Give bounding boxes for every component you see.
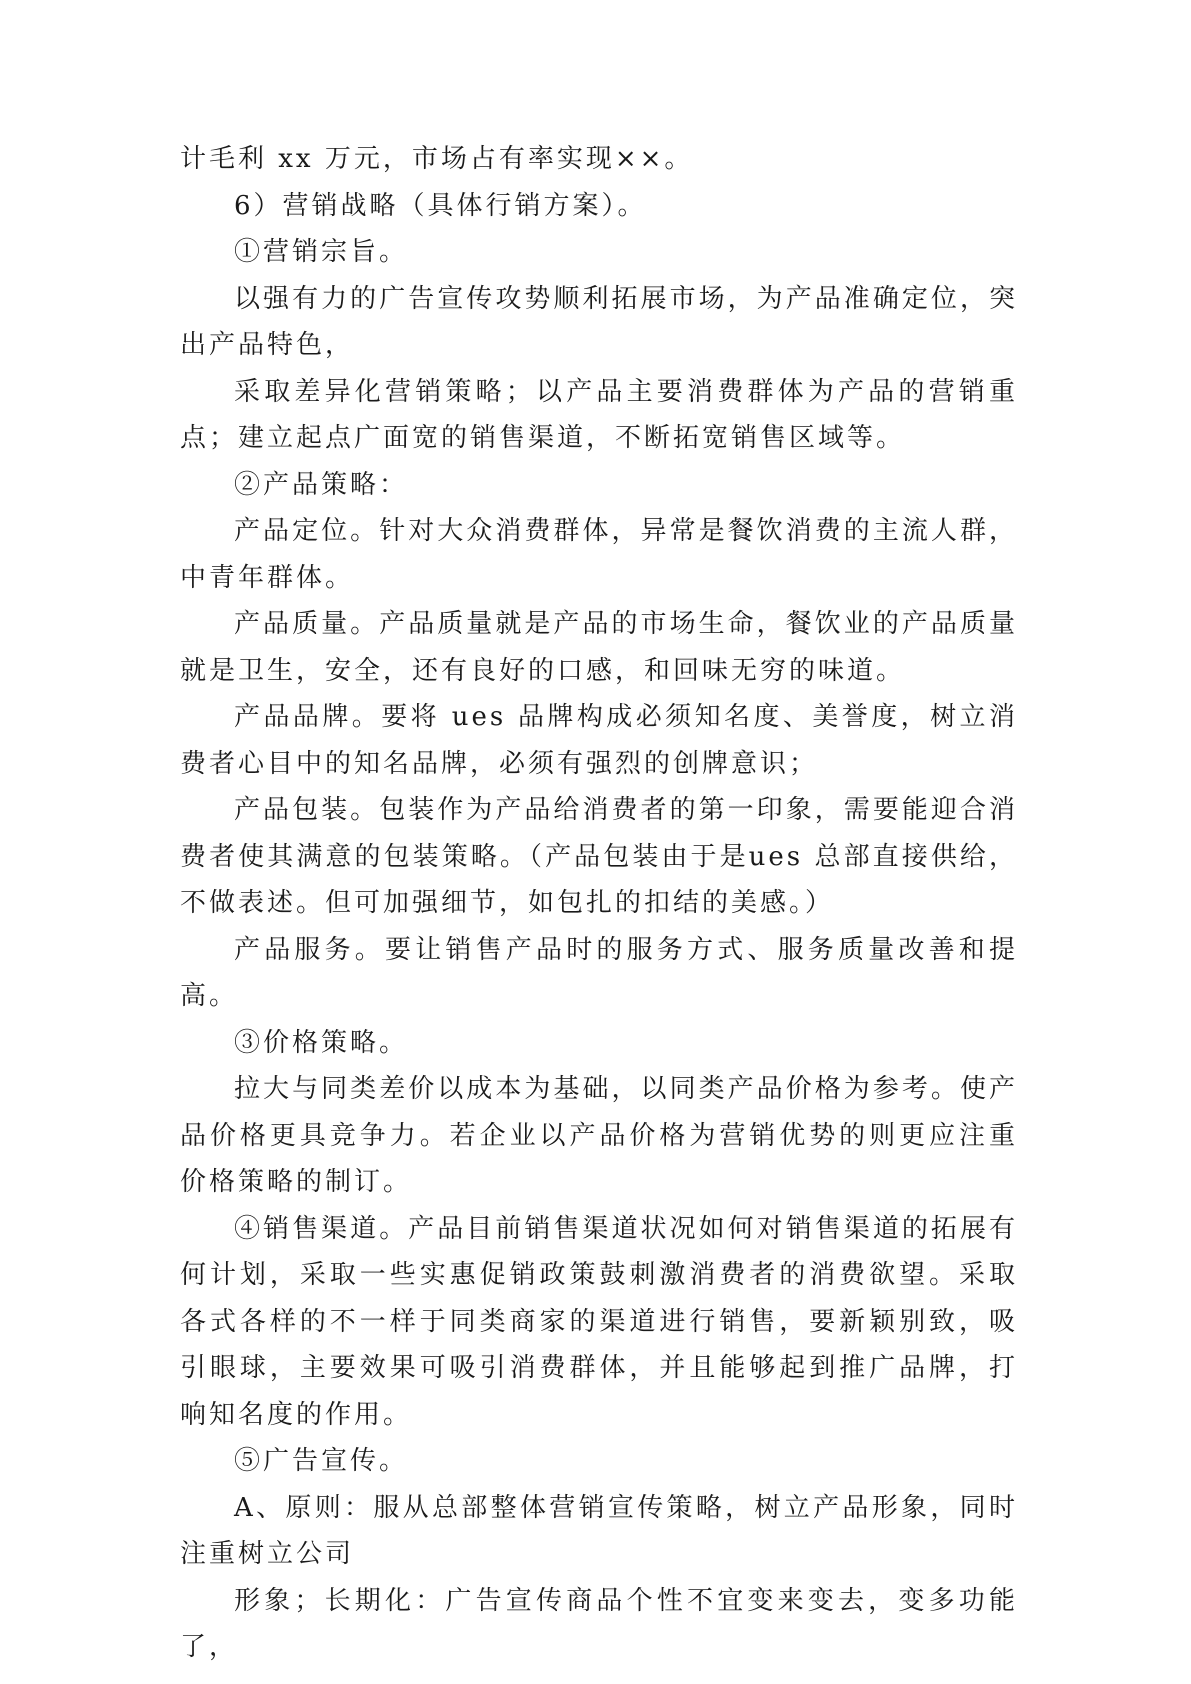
document-body (180, 136, 1018, 1671)
paragraph: 产品定位。针对大众消费群体，异常是餐饮消费的主流人群，中青年群体。 (180, 516, 1018, 593)
paragraph: ⑤广告宣传。 (234, 1446, 409, 1476)
paragraph: 以强有力的广告宣传攻势顺利拓展市场，为产品准确定位，突出产品特色， (180, 283, 1018, 360)
paragraph: 产品服务。要让销售产品时的服务方式、服务质量改善和提高。 (180, 934, 1018, 1011)
paragraph: 产品包装。包装作为产品给消费者的第一印象，需要能迎合消费者使其满意的包装策略。（产品包装由于是ues 总部直接供给，不做表述。但可加强细节，如包扎的扣结的美感。） (180, 795, 1018, 918)
paragraph: 采取差异化营销策略；以产品主要消费群体为产品的营销重点；建立起点广面宽的销售渠道，不断拓宽销售区域等。 (180, 376, 1018, 453)
paragraph: 拉大与同类差价以成本为基础，以同类产品价格为参考。使产品价格更具竞争力。若企业以产品价格为营销优势的则更应注重价格策略的制订。 (180, 1074, 1018, 1197)
paragraph: A、原则：服从总部整体营销宣传策略，树立产品形象，同时注重树立公司 (180, 1492, 1018, 1569)
paragraph: ①营销宗旨。 (234, 237, 409, 267)
paragraph: ④销售渠道。产品目前销售渠道状况如何对销售渠道的拓展有何计划，采取一些实惠促销政策鼓刺激消费者的消费欲望。采取各式各样的不一样于同类商家的渠道进行销售，要新颖别致，吸引眼球，主要效果可吸引消费群体，并且能够起到推广品牌，打响知名度的作用。 (180, 1213, 1018, 1430)
paragraph: 计毛利 xx 万元，市场占有率实现××。 (180, 144, 694, 174)
paragraph: 6）营销战略（具体行销方案）。 (234, 190, 647, 221)
paragraph: ②产品策略： (234, 469, 409, 500)
paragraph: 形象；长期化：广告宣传商品个性不宜变来变去，变多功能了， (180, 1585, 1018, 1662)
paragraph: 产品品牌。要将 ues 品牌构成必须知名度、美誉度，树立消费者心目中的知名品牌，必须有强烈的创牌意识； (180, 702, 1018, 779)
paragraph: ③价格策略。 (234, 1027, 409, 1058)
paragraph: 产品质量。产品质量就是产品的市场生命，餐饮业的产品质量就是卫生，安全，还有良好的口感，和回味无穷的味道。 (180, 609, 1018, 686)
